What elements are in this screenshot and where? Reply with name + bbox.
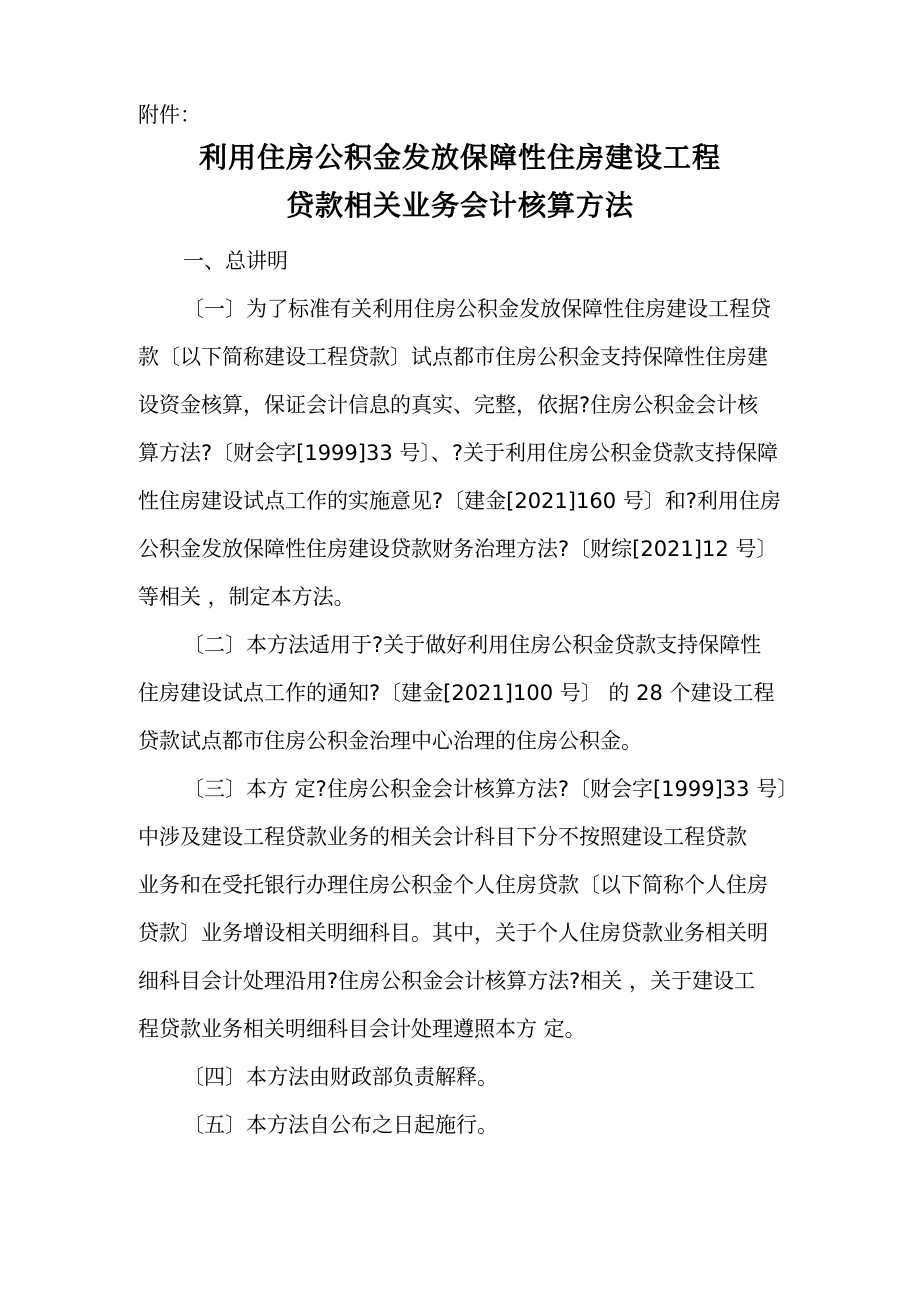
- body-line: 〔一〕为了标准有关利用住房公积金发放保障性住房建设工程贷: [183, 297, 771, 321]
- body-line: 款〔以下简称建设工程贷款〕试点都市住房公积金支持保障性住房建: [138, 345, 768, 369]
- body-line: 贷款〕业务增设相关明细科目。其中，关于个人住房贷款业务相关明: [138, 921, 768, 945]
- body-line: 中涉及建设工程贷款业务的相关会计科目下分不按照建设工程贷款: [138, 825, 747, 849]
- body-line: 贷款试点都市住房公积金治理中心治理的住房公积金。: [138, 729, 642, 753]
- body-line: 〔三〕本方 定?住房公积金会计核算方法?〔财会字[1999]33 号〕: [183, 777, 799, 801]
- body-line: 〔四〕本方法由财政部负责解释。: [183, 1065, 498, 1089]
- body-line: 等相关 ，制定本方法。: [138, 585, 355, 609]
- body-line: 细科目会计处理沿用?住房公积金会计核算方法?相关 ，关于建设工: [138, 969, 755, 993]
- attachment-label: 附件：: [138, 103, 201, 127]
- body-line: 程贷款业务相关明细科目会计处理遵照本方 定。: [138, 1017, 586, 1041]
- section-heading: 一、总讲明: [183, 249, 288, 273]
- document-title-line-1: 利用住房公积金发放保障性住房建设工程: [198, 141, 721, 174]
- document-title-line-2: 贷款相关业务会计核算方法: [285, 189, 634, 222]
- body-line: 〔二〕本方法适用于?关于做好利用住房公积金贷款支持保障性: [183, 633, 762, 657]
- body-line: 性住房建设试点工作的实施意见?〔建金[2021]160 号〕和?利用住房: [138, 489, 781, 513]
- body-line: 算方法?〔财会字[1999]33 号〕、?关于利用住房公积金贷款支持保障: [138, 441, 779, 465]
- body-line: 设资金核算，保证会计信息的真实、完整，依据?住房公积金会计核: [138, 393, 759, 417]
- body-line: 住房建设试点工作的通知?〔建金[2021]100 号〕 的 28 个建设工程: [138, 681, 775, 705]
- body-line: 公积金发放保障性住房建设贷款财务治理方法?〔财综[2021]12 号〕: [138, 537, 778, 561]
- body-line: 〔五〕本方法自公布之日起施行。: [183, 1113, 498, 1137]
- body-line: 业务和在受托银行办理住房公积金个人住房贷款〔以下简称个人住房: [138, 873, 768, 897]
